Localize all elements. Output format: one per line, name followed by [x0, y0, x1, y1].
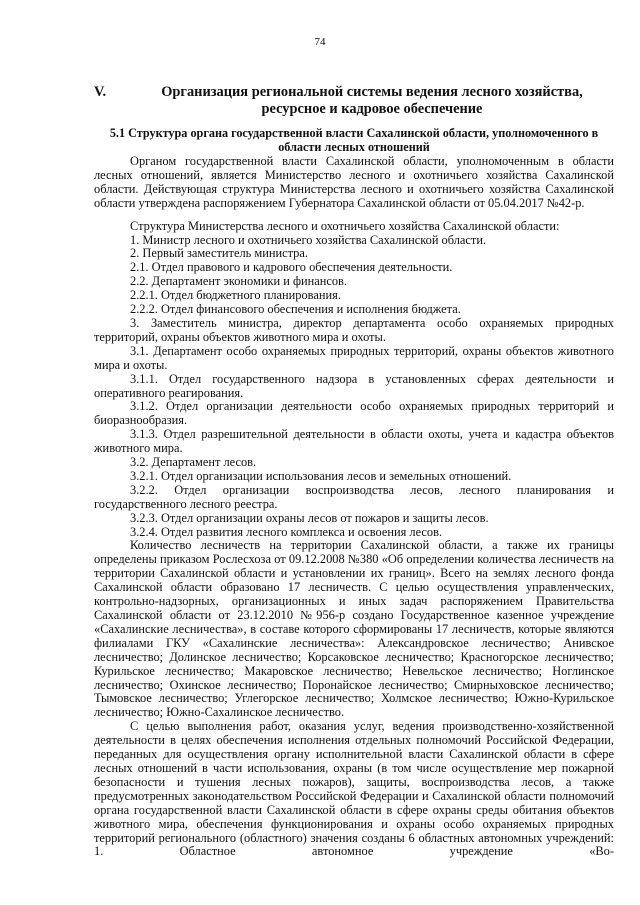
list-item: 2.2.1. Отдел бюджетного планирования. [130, 288, 341, 303]
list-item: 3.2. Департамент лесов. [130, 455, 257, 470]
list-item: 2.1. Отдел правового и кадрового обеспечения деятельности. [130, 260, 453, 275]
chapter-title: Организация региональной системы ведения лесного хозяйства, ресурсное и кадровое обеспечение [161, 84, 583, 117]
list-item: 3.2.4. Отдел развития лесного комплекса и освоения лесов. [130, 524, 443, 539]
paragraph: Количество лесничеств на территории Сахалинской области, а также их границы определены приказом Рослесхоза от 09.12.2008 №380 «Об определении количества лесничеств на территории Сахалинской области и установлении их границ». Всего на землях лесного фонда Сахалинской области образовано 17 лесничеств. С целью осуществления управленческих, контрольно-надзорных, организационных и иных задач распоряжением Правительства Сахалинской области от 23.12.2010 №956-р создано Государственное казенное учреждение «Сахалинские лесничества», в составе которого сформированы 17 лесничеств, которые являются филиалами ГКУ «Сахалинские лесничества»: Александровское лесничество; Анивское лесничество; Долинское лесничество; Корсаковское лесничество; Красногорское лесничество; Курильское лесничество; Макаровское лесничество; Невельское лесничество; Ноглинское лесничество; Охинское лесничество; Поронайское лесничество; Смирныховское лесничество; Тымовское лесничество; Углегорское лесничество; Холмское лесничество; Южно-Курильское лесничество; Южно-Сахалинское лесничество. [94, 538, 614, 720]
list-item: 2. Первый заместитель министра. [130, 246, 308, 261]
chapter-number: V. [94, 84, 107, 100]
list-item: 3.1. Департамент особо охраняемых природных территорий, охраны объектов животного мира и охоты. [94, 343, 614, 372]
list-item: 3. Заместитель министра, директор департамента особо охраняемых природных территорий, охраны объектов животного мира и охоты. [94, 315, 614, 344]
list-item: 3.2.3. Отдел организации охраны лесов от пожаров и защиты лесов. [130, 510, 489, 525]
chapter-heading [94, 84, 614, 118]
section-title: 5.1 Структура органа государственной власти Сахалинской области, уполномоченного в области лесных отношений [109, 126, 599, 154]
list-item: 3.1.1. Отдел государственного надзора в установленных сферах деятельности и оперативного реагирования. [94, 371, 614, 400]
paragraph: Структура Министерства лесного и охотничьего хозяйства Сахалинской области: [130, 218, 560, 233]
list-item: 3.2.2. Отдел организации воспроизводства лесов, лесного планирования и государственного лесного реестра. [94, 482, 614, 511]
list-item: 1. Министр лесного и охотничьего хозяйства Сахалинской области. [130, 232, 487, 247]
list-item: 3.2.1. Отдел организации использования лесов и земельных отношений. [130, 468, 512, 483]
list-item: 3.1.3. Отдел разрешительной деятельности в области охоты, учета и кадастра объектов животного мира. [94, 427, 614, 456]
page-number: 74 [314, 36, 326, 48]
list-item: 2.2.2. Отдел финансового обеспечения и исполнения бюджета. [130, 302, 461, 317]
list-item: 2.2. Департамент экономики и финансов. [130, 274, 348, 289]
list-item: 3.1.2. Отдел организации деятельности особо охраняемых природных территорий и биоразнообразия. [94, 399, 614, 428]
document-body [94, 155, 614, 859]
paragraph: С целью выполнения работ, оказания услуг, ведения производственно-хозяйственной деятельности в целях обеспечения исполнения отдельных полномочий Российской Федерации, переданных для осуществления органу исполнительной власти Сахалинской области в сфере лесных отношений в части использования, охраны (в том числе осуществление мер пожарной безопасности и тушения лесных пожаров), защиты, воспроизводства лесов, а также предусмотренных законодательством Российской Федерации и Сахалинской области полномочий органа государственной власти Сахалинской области в сфере охраны среды обитания объектов животного мира, обеспечения функционирования и охраны особо охраняемых природных территорий регионального (областного) значения созданы 6 областных автономных учреждений: 1. Областное автономное учреждение «Во- [94, 719, 614, 859]
paragraph: Органом государственной власти Сахалинской области, уполномоченным в области лесных отношений, является Министерство лесного и охотничьего хозяйства Сахалинской области. Действующая структура Министерства лесного и охотничьего хозяйства Сахалинской области утверждена распоряжением Губернатора Сахалинской области от 05.04.2017 №42-р. [94, 154, 614, 210]
